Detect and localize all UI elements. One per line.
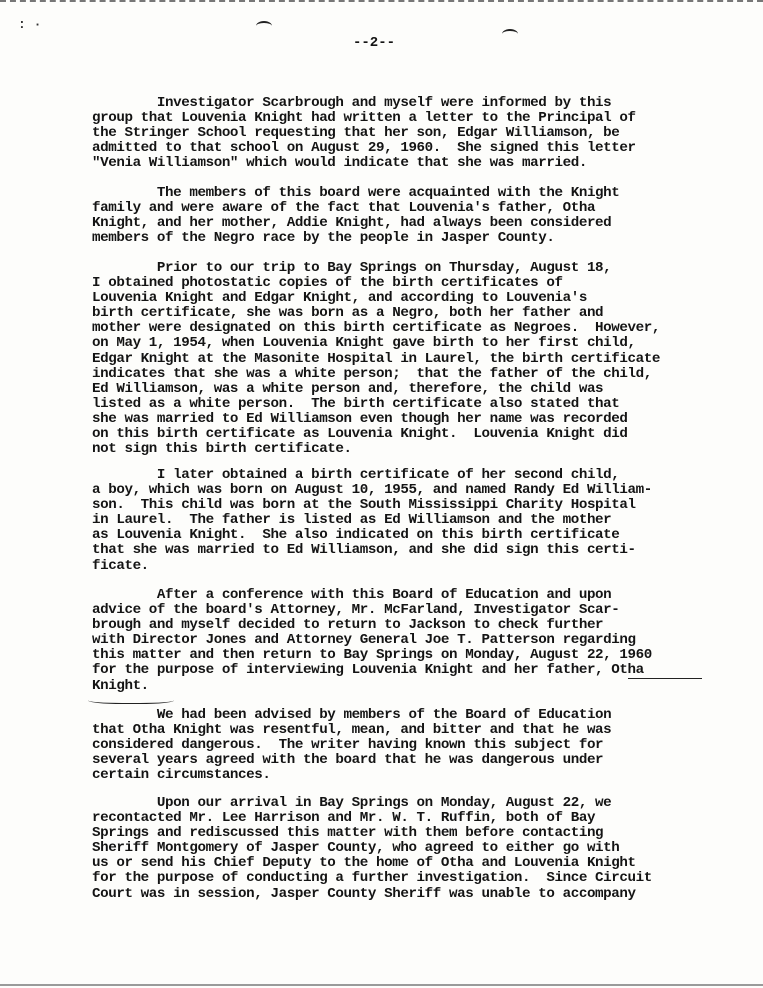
paragraph-first-birth-certificate: Prior to our trip to Bay Springs on Thursday, August 18, I obtained photostatic copies of the birth certificates of Louvenia Knight and Edgar Knight, and according to Louvenia's birth certificate, she was born as a Negro, both her father and mother were designated on this birth certificate as Negroes. However, on May 1, 1954, when Louvenia Knight gave birth to her first child, Edgar Knight at the Masonite Hospital in Laurel, the birth certificate indicates that she was a white person; that the father of the child, Ed Williamson, was a white person and, therefore, the child was listed as a white person. The birth certificate also stated that she was married to Ed Williamson even though her name was recorded on this birth certificate as Louvenia Knight. Louvenia Knight did not sign this birth certificate. xyxy=(92,260,660,458)
paragraph-otha-knight-dangerous: We had been advised by members of the Board of Education that Otha Knight was resentful, mean, and bitter and that he was considered dangerous. The writer having known this subject for several years agreed with the board that he was dangerous under certain circumstances. xyxy=(92,707,612,784)
paragraph-letter-to-principal: Investigator Scarbrough and myself were informed by this group that Louvenia Knight had written a letter to the Principal of the Stringer School requesting that her son, Edgar Williamson, be admitted to that school on August 29, 1960. She signed this letter "Venia Williamson" which would indicate that she was married. xyxy=(92,95,636,172)
handwritten-underline xyxy=(88,695,174,704)
paragraph-knight-family: The members of this board were acquainted with the Knight family and were aware of the fact that Louvenia's father, Otha Knight, and her mother, Addie Knight, had always been considered members of the Negro race by the people in Jasper County. xyxy=(92,185,620,247)
paragraph-board-conference: After a conference with this Board of Education and upon advice of the board's Attorney, Mr. McFarland, Investigator Scar- brough and myself decided to return to Jackson to check further with Director Jones and Attorney General Joe T. Patterson regarding this matter and then return to Bay Springs on Monday, August 22, 1960 for the purpose of interviewing Louvenia Knight and her father, Otha Knight. xyxy=(92,587,652,694)
punch-mark-right xyxy=(502,29,518,39)
page-number: --2-- xyxy=(353,35,396,51)
top-edge-rule xyxy=(0,0,763,2)
handwritten-underline-otha xyxy=(628,678,702,679)
paragraph-return-to-bay-springs: Upon our arrival in Bay Springs on Monday, August 22, we recontacted Mr. Lee Harrison and Mr. W. T. Ruffin, both of Bay Springs and rediscussed this matter with them before contacting Sheriff Montgomery of Jasper County, who agreed to either go with us or send his Chief Deputy to the home of Otha and Louvenia Knight for the purpose of conducting a further investigation. Since Circuit Court was in session, Jasper County Sheriff was unable to accompany xyxy=(92,795,652,902)
bottom-edge-rule xyxy=(0,984,763,986)
margin-marks: : · xyxy=(18,17,42,32)
punch-mark-left xyxy=(256,21,272,31)
paragraph-second-birth-certificate: I later obtained a birth certificate of her second child, a boy, which was born on August 10, 1955, and named Randy Ed William- son. This child was born at the South Mississippi Charity Hospital in Laurel. The father is listed as Ed Williamson and the mother as Louvenia Knight. She also indicated on this birth certificate that she was married to Ed Williamson, and she did sign this certi- ficate. xyxy=(92,467,652,574)
